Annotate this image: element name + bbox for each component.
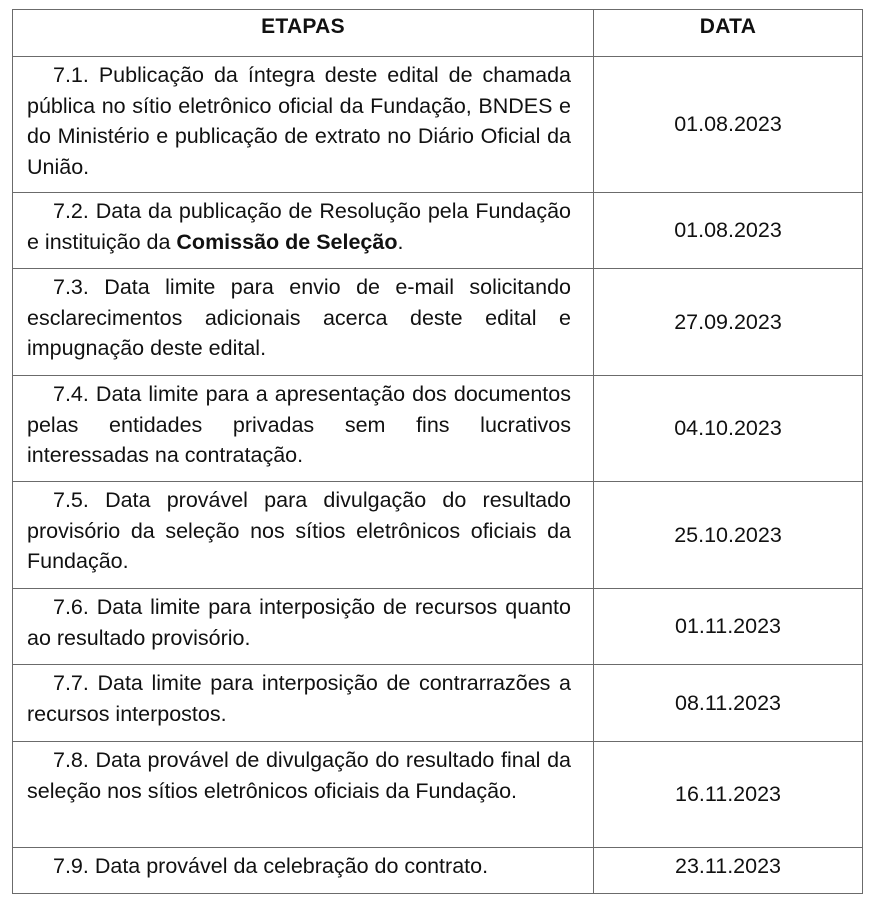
step-text-main: 7.4. Data limite para a apresentação dos documentos pelas entidades privadas sem fins lucrativos interessadas na contratação. — [27, 382, 571, 467]
step-cell — [13, 742, 594, 848]
table-row — [13, 742, 863, 848]
table-row — [13, 482, 863, 589]
step-cell — [13, 589, 594, 665]
header-row — [13, 10, 863, 57]
step-cell — [13, 193, 594, 269]
step-cell — [13, 376, 594, 482]
table-row — [13, 376, 863, 482]
step-text — [27, 379, 571, 471]
step-text-main: 7.9. Data provável da celebração do contrato. — [53, 854, 489, 878]
step-cell — [13, 665, 594, 742]
step-text-main: 7.8. Data provável de divulgação do resultado final da seleção nos sítios eletrônicos oficiais da Fundação. — [27, 748, 571, 803]
step-text — [27, 485, 571, 577]
step-cell — [13, 848, 594, 894]
table-row — [13, 57, 863, 193]
date-cell: 01.08.2023 — [594, 57, 863, 193]
step-text-main: 7.6. Data limite para interposição de recursos quanto ao resultado provisório. — [27, 595, 571, 650]
step-text — [27, 668, 571, 729]
date-cell: 23.11.2023 — [594, 848, 863, 894]
step-text — [27, 272, 571, 364]
step-text — [27, 851, 571, 882]
step-cell — [13, 57, 594, 193]
table-row — [13, 193, 863, 269]
table-row — [13, 848, 863, 894]
date-cell: 27.09.2023 — [594, 269, 863, 376]
step-text — [27, 60, 571, 182]
step-text — [27, 592, 571, 653]
step-text-bold: Comissão de Seleção — [176, 229, 398, 254]
step-text-main: 7.3. Data limite para envio de e-mail solicitando esclarecimentos adicionais acerca deste edital e impugnação deste edital. — [27, 275, 571, 360]
date-cell: 25.10.2023 — [594, 482, 863, 589]
step-text-main: 7.2. Data da publicação de Resolução pela Fundação e instituição da — [27, 199, 571, 254]
date-cell: 01.11.2023 — [594, 589, 863, 665]
table-row — [13, 589, 863, 665]
step-text-main: 7.7. Data limite para interposição de contrarrazões a recursos interpostos. — [27, 671, 571, 726]
date-cell: 08.11.2023 — [594, 665, 863, 742]
date-cell: 04.10.2023 — [594, 376, 863, 482]
step-text — [27, 745, 571, 806]
date-cell: 16.11.2023 — [594, 742, 863, 848]
step-cell — [13, 269, 594, 376]
header-steps: ETAPAS — [13, 10, 594, 57]
table-row — [13, 665, 863, 742]
schedule-table — [12, 9, 863, 894]
step-text-main: 7.5. Data provável para divulgação do resultado provisório da seleção nos sítios eletrônicos oficiais da Fundação. — [27, 488, 571, 573]
header-date: DATA — [594, 10, 863, 57]
table-row — [13, 269, 863, 376]
date-cell: 01.08.2023 — [594, 193, 863, 269]
step-text — [27, 196, 571, 257]
step-text-main: 7.1. Publicação da íntegra deste edital de chamada pública no sítio eletrônico oficial da Fundação, BNDES e do Ministério e publicação de extrato no Diário Oficial da União. — [27, 63, 571, 179]
step-cell — [13, 482, 594, 589]
step-text-end: . — [397, 229, 404, 254]
